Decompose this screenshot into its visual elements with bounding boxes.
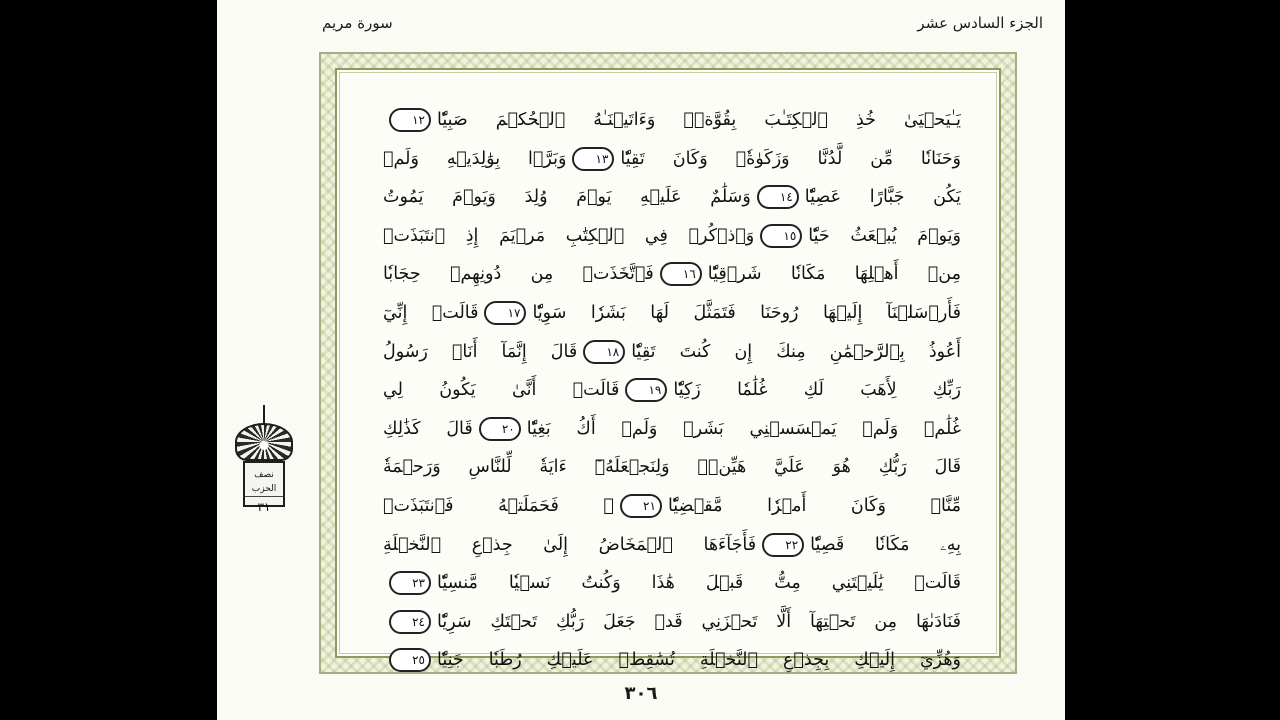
line-text-after: وَبَرَّۢا بِوَٰلِدَيۡهِ وَلَمۡ: [383, 148, 567, 169]
line-text: فَأَرۡسَلۡنَآ إِلَيۡهَا رُوحَنَا فَتَمَثَّلَ لَهَا بَشَرٗا سَوِيّٗا: [532, 302, 961, 323]
ayah-marker: ١٩: [625, 378, 667, 402]
ayah-marker: ١٢: [389, 108, 431, 132]
hizb-marker: [231, 405, 297, 514]
line-text-after: قَالَتۡ أَنَّىٰ يَكُونُ لِي: [383, 380, 620, 401]
ayah-marker: ٢٣: [389, 571, 431, 595]
text-line-2: [383, 140, 961, 179]
surah-title: سورة مريم: [322, 14, 393, 32]
text-frame: [335, 68, 1001, 671]
juz-title: الجزء السادس عشر: [917, 14, 1043, 32]
ayah-marker: ١٧: [484, 301, 526, 325]
page-number: ٣٠٦: [624, 683, 658, 704]
ayah-marker: ٢٢: [762, 533, 804, 557]
line-text: مِنۡ أَهۡلِهَا مَكَانٗا شَرۡقِيّٗا: [707, 264, 961, 285]
text-line-8: [383, 371, 961, 410]
hizb-label: نصف الحزب: [245, 468, 283, 497]
text-line-3: [383, 178, 961, 217]
line-text-after: قَالَتۡ إِنِّيٓ: [383, 302, 479, 323]
ayah-marker: ٢٠: [479, 417, 521, 441]
line-text: وَحَنَانٗا مِّن لَّدُنَّا وَزَكَوٰةٗۖ وَكَانَ تَقِيّٗا: [620, 148, 961, 169]
text-line-7: [383, 333, 961, 372]
text-line-15: [383, 641, 961, 680]
ayah-marker: ٢٤: [389, 610, 431, 634]
text-line-6: [383, 294, 961, 333]
ayah-marker: ٢٥: [389, 648, 431, 672]
ayah-marker: ١٣: [572, 147, 614, 171]
line-text-after: وَٱذۡكُرۡ فِي ٱلۡكِتَٰبِ مَرۡيَمَ إِذِ ٱنتَبَذَتۡ: [383, 225, 755, 246]
line-text: فَنَادَىٰهَا مِن تَحۡتِهَآ أَلَّا تَحۡزَنِي قَدۡ جَعَلَ رَبُّكِ تَحۡتَكِ سَرِيّٗا: [437, 611, 961, 632]
verse-text-area: [383, 101, 961, 680]
text-line-13: [383, 564, 961, 603]
text-line-14: [383, 603, 961, 642]
line-text: بِهِۦ مَكَانٗا قَصِيّٗا: [810, 534, 961, 555]
text-line-9: [383, 410, 961, 449]
line-text: أَعُوذُ بِٱلرَّحۡمَٰنِ مِنكَ إِن كُنتَ تَقِيّٗا: [631, 341, 961, 362]
ayah-marker: ٢١: [620, 494, 662, 518]
text-line-1: [383, 101, 961, 140]
ornamental-frame: [319, 52, 1017, 674]
ayah-marker: ١٦: [660, 262, 702, 286]
line-text: غُلَٰمٞ وَلَمۡ يَمۡسَسۡنِي بَشَرٞ وَلَمۡ أَكُ بَغِيّٗا: [526, 418, 961, 439]
text-line-5: [383, 255, 961, 294]
text-line-12: [383, 526, 961, 565]
line-text: قَالَ رَبُّكِ هُوَ عَلَيَّ هَيِّنٞۖ وَلِنَجۡعَلَهُۥٓ ءَايَةٗ لِّلنَّاسِ وَرَحۡمَةٗ: [383, 457, 961, 478]
line-text-after: قَالَ إِنَّمَآ أَنَا۠ رَسُولُ: [383, 341, 578, 362]
line-text-after: فَأَجَآءَهَا ٱلۡمَخَاضُ إِلَىٰ جِذۡعِ ٱلنَّخۡلَةِ: [383, 534, 757, 555]
line-text-after: فَٱتَّخَذَتۡ مِن دُونِهِمۡ حِجَابٗا: [383, 264, 654, 285]
text-line-11: [383, 487, 961, 526]
ayah-marker: ١٥: [760, 224, 802, 248]
line-text: رَبِّكِ لِأَهَبَ لَكِ غُلَٰمٗا زَكِيّٗا: [673, 380, 961, 401]
line-text: وَيَوۡمَ يُبۡعَثُ حَيّٗا: [808, 225, 961, 246]
text-line-4: [383, 217, 961, 256]
line-text-after: وَسَلَٰمٌ عَلَيۡهِ يَوۡمَ وُلِدَ وَيَوۡمَ يَمُوتُ: [383, 187, 751, 208]
line-text: وَهُزِّيٓ إِلَيۡكِ بِجِذۡعِ ٱلنَّخۡلَةِ تُسَٰقِطۡ عَلَيۡكِ رُطَبٗا جَنِيّٗا: [437, 650, 961, 671]
hizb-ornament-icon: [235, 423, 293, 461]
ayah-marker: ١٤: [757, 185, 799, 209]
hizb-box: [243, 461, 285, 514]
line-text: يَـٰيَحۡيَىٰ خُذِ ٱلۡكِتَـٰبَ بِقُوَّةٖۖ وَءَاتَيۡنَـٰهُ ٱلۡحُكۡمَ صَبِيّٗا: [437, 110, 961, 130]
ayah-marker: ١٨: [583, 340, 625, 364]
line-text-after: قَالَ كَذَٰلِكِ: [383, 418, 473, 439]
line-text: يَكُن جَبَّارًا عَصِيّٗا: [804, 187, 961, 208]
mushaf-page: [217, 0, 1065, 720]
text-line-10: [383, 448, 961, 487]
hizb-number: ٣١: [257, 500, 271, 514]
line-text: مِّنَّاۚ وَكَانَ أَمۡرٗا مَّقۡضِيّٗا: [667, 495, 961, 516]
line-text-after: ۞ فَحَمَلَتۡهُ فَٱنتَبَذَتۡ: [383, 495, 614, 516]
line-text: قَالَتۡ يَٰلَيۡتَنِي مِتُّ قَبۡلَ هَٰذَا وَكُنتُ نَسۡيٗا مَّنسِيّٗا: [437, 573, 961, 594]
